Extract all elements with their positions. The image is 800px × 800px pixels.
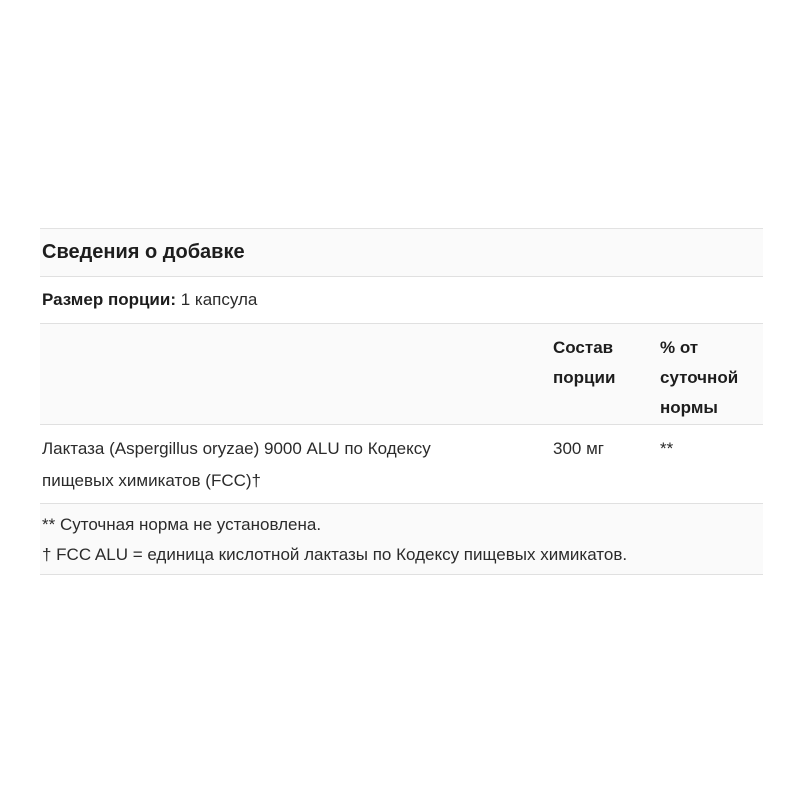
footnote-daily-value: ** Суточная норма не установлена. bbox=[42, 515, 322, 534]
column-header-daily-value: % от суточной нормы bbox=[660, 338, 739, 417]
supplement-facts-title: Сведения о добавке bbox=[40, 228, 763, 277]
ingredient-name: Лактаза (Aspergillus oryzae) 9000 ALU по Кодексу пищевых химикатов (FCC)† bbox=[42, 439, 431, 490]
serving-size-row bbox=[40, 277, 763, 324]
column-header-amount: Состав порции bbox=[553, 338, 616, 387]
ingredient-row bbox=[40, 425, 763, 504]
footnote-fcc-alu: † FCC ALU = единица кислотной лактазы по Кодексу пищевых химикатов. bbox=[42, 545, 628, 564]
serving-size-label: Размер порции: bbox=[42, 290, 176, 309]
serving-size-value: 1 капсула bbox=[180, 290, 258, 309]
ingredient-amount: 300 мг bbox=[553, 439, 604, 458]
footnotes-section bbox=[40, 504, 763, 575]
table-header-row bbox=[40, 324, 763, 425]
ingredient-daily-value: ** bbox=[660, 439, 674, 458]
supplement-facts-panel bbox=[40, 228, 763, 575]
